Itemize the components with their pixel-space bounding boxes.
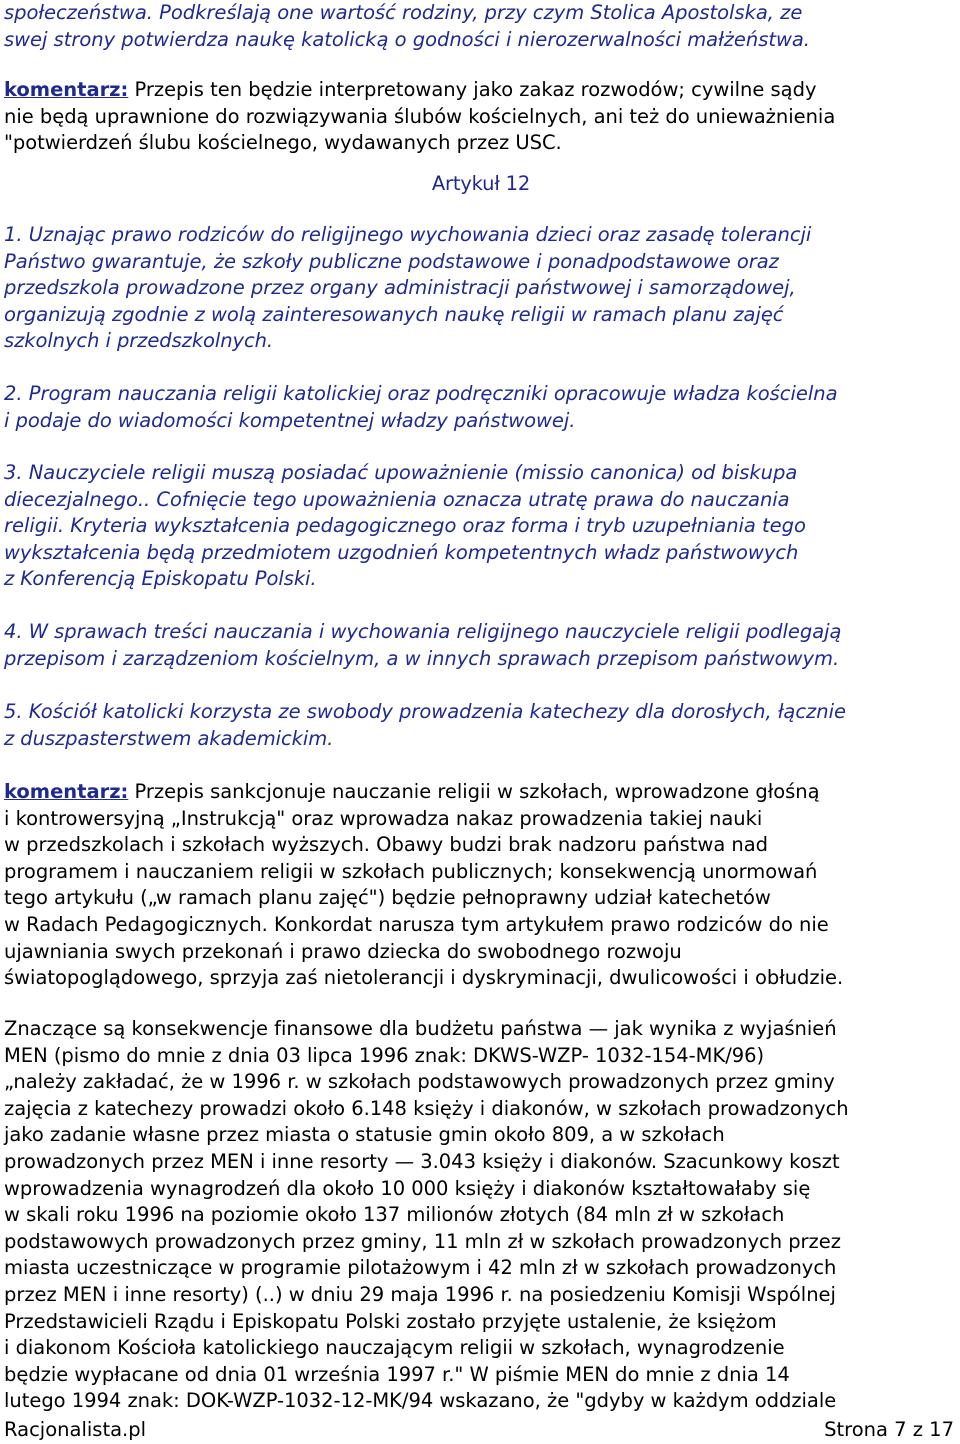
text-line: 3. Nauczyciele religii muszą posiadać upoważnienie (missio canonica) od biskupa (4, 461, 798, 484)
text-line: wykształcenia będą przedmiotem uzgodnień kompetentnych władz państwowych (4, 540, 799, 564)
text-line: z duszpasterstwem akademickim. (4, 726, 334, 750)
text-line: i kontrowersyjną „Instrukcją" oraz wprowadza nakaz prowadzenia takiej nauki (4, 806, 763, 830)
text-line: tego artykułu („w ramach planu zajęć") będzie pełnoprawny udział katechetów (4, 886, 771, 910)
article-heading-text: Artykuł 12 (431, 172, 531, 195)
text-line: 4. W sprawach treści nauczania i wychowania religijnego nauczyciele religii podlegają (4, 620, 842, 643)
text-line: swej strony potwierdza naukę katolicką o godności i nierozerwalności małżeństwa. (4, 27, 810, 51)
text-line: przez MEN i inne resorty) (..) w dniu 29 maja 1996 r. na posiedzeniu Komisji Wspólnej (4, 1282, 836, 1306)
text-line: podstawowych prowadzonych przez gminy, 11 mln zł w szkołach prowadzonych przez (4, 1229, 841, 1253)
article-paragraph-2 (4, 381, 958, 434)
text-line: w skali roku 1996 na poziomie około 137 milionów złotych (84 mln zł w szkołach (4, 1203, 785, 1227)
commentary-keyword: komentarz: (4, 78, 129, 101)
commentary-keyword: komentarz: (4, 780, 129, 803)
text-line: z Konferencją Episkopatu Polski. (4, 567, 317, 591)
text-line: nie będą uprawnione do rozwiązywania ślubów kościelnych, ani też do unieważnienia (4, 104, 836, 128)
finance-paragraph (4, 1016, 958, 1415)
intro-paragraph (4, 0, 958, 53)
text-line: społeczeństwa. Podkreślają one wartość rodziny, przy czym Stolica Apostolska, ze (4, 1, 803, 24)
text-line: wprowadzenia wynagrodzeń dla około 10 000 księży i diakonów kształtowałaby się (4, 1176, 811, 1200)
text-line: jako zadanie własne przez miasta o statusie gmin około 809, a w szkołach (4, 1123, 725, 1147)
commentary-1 (4, 77, 958, 157)
footer-site-name: Racjonalista.pl (4, 1418, 147, 1441)
text-line: miasta uczestniczące w programie pilotażowym i 42 mln zł w szkołach prowadzonych (4, 1256, 837, 1280)
article-paragraph-3 (4, 460, 958, 593)
text-line: Znaczące są konsekwencje finansowe dla budżetu państwa — jak wynika z wyjaśnień (4, 1017, 837, 1040)
text-line: programem i nauczaniem religii w szkołach publicznych; konsekwencją unormowań (4, 859, 818, 883)
text-line: prowadzonych przez MEN i inne resorty — 3.043 księży i diakonów. Szacunkowy koszt (4, 1149, 840, 1173)
text-line: diecezjalnego.. Cofnięcie tego upoważnienia oznacza utratę prawa do nauczania (4, 487, 790, 511)
text-line: będzie wypłacane od dnia 01 września 1997 r." W piśmie MEN do mnie z dnia 14 (4, 1362, 790, 1386)
text-line: organizują zgodnie z wolą zainteresowanych naukę religii w ramach planu zajęć (4, 302, 784, 326)
text-line: religii. Kryteria wykształcenia pedagogicznego oraz forma i tryb uzupełniania tego (4, 514, 806, 538)
text-line: MEN (pismo do mnie z dnia 03 lipca 1996 znak: DKWS-WZP- 1032-154-MK/96) (4, 1043, 765, 1067)
text-line: 5. Kościół katolicki korzysta ze swobody prowadzenia katechezy dla dorosłych, łącznie (4, 700, 846, 723)
text-line: 1. Uznając prawo rodziców do religijnego wychowania dzieci oraz zasadę tolerancji (4, 223, 812, 246)
article-paragraph-4 (4, 619, 958, 672)
text-line: i diakonom Kościoła katolickiego nauczającym religii w szkołach, wynagrodzenie (4, 1336, 785, 1360)
text-line: światopoglądowego, sprzyja zaś nietolerancji i dyskryminacji, dwulicowości i obłudzie. (4, 966, 844, 990)
text-line: przepisom i zarządzeniom kościelnym, a w innych sprawach przepisom państwowym. (4, 646, 840, 670)
text-line: ujawniania swych przekonań i prawo dziecka do swobodnego rozwoju (4, 939, 682, 963)
text-line: zajęcia z katechezy prowadzi około 6.148 księży i diakonów, w szkołach prowadzonych (4, 1096, 849, 1120)
commentary-text: Przepis ten będzie interpretowany jako zakaz rozwodów; cywilne sądy (128, 78, 817, 101)
text-line: Przedstawicieli Rządu i Episkopatu Polski zostało przyjęte ustalenie, że księżom (4, 1309, 777, 1333)
text-line: i podaje do wiadomości kompetentnej władzy państwowej. (4, 408, 576, 432)
text-line: w przedszkolach i szkołach wyższych. Obawy budzi brak nadzoru państwa nad (4, 833, 769, 857)
text-line: lutego 1994 znak: DOK-WZP-1032-12-MK/94 wskazano, że "gdyby w każdym oddziale (4, 1389, 837, 1413)
commentary-2 (4, 779, 958, 992)
page-footer (4, 1417, 956, 1443)
text-line: „należy zakładać, że w 1996 r. w szkołach podstawowych prowadzonych przez gminy (4, 1070, 835, 1094)
text-line: szkolnych i przedszkolnych. (4, 329, 274, 353)
article-paragraph-5 (4, 699, 958, 752)
article-heading (4, 171, 958, 198)
text-line: "potwierdzeń ślubu kościelnego, wydawanych przez USC. (4, 131, 562, 155)
article-paragraph-1 (4, 222, 958, 355)
footer-page-number: Strona 7 z 17 (824, 1418, 954, 1441)
text-line: 2. Program nauczania religii katolickiej oraz podręczniki opracowuje władza kościelna (4, 382, 838, 405)
text-line: w Radach Pedagogicznych. Konkordat narusza tym artykułem prawo rodziców do nie (4, 912, 829, 936)
text-line: przedszkola prowadzone przez organy administracji państwowej i samorządowej, (4, 276, 796, 300)
commentary-text: Przepis sankcjonuje nauczanie religii w szkołach, wprowadzone głośną (128, 780, 820, 803)
text-line: Państwo gwarantuje, że szkoły publiczne podstawowe i ponadpodstawowe oraz (4, 249, 779, 273)
